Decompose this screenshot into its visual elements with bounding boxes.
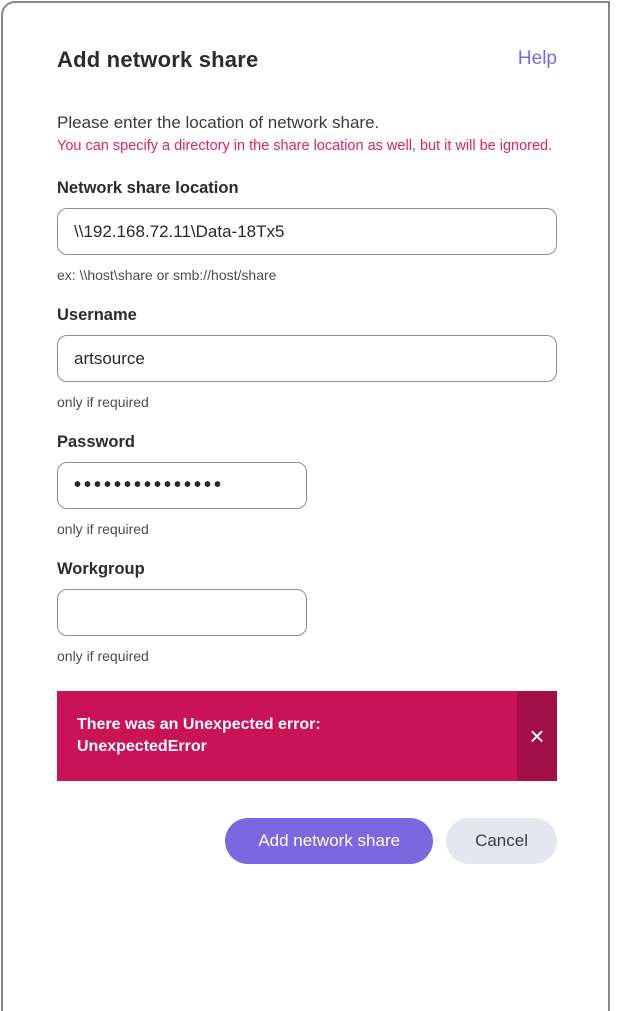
workgroup-input[interactable] (57, 589, 307, 636)
network-share-location-input[interactable] (57, 208, 557, 255)
help-link[interactable]: Help (517, 48, 557, 69)
title-row (57, 47, 557, 73)
error-message-line2: UnexpectedError (77, 738, 207, 755)
password-input[interactable] (57, 462, 307, 509)
dismiss-error-button[interactable] (517, 691, 557, 781)
error-banner (57, 691, 557, 781)
password-label: Password (57, 433, 135, 451)
network-share-location-label: Network share location (57, 179, 239, 197)
close-icon: × (529, 720, 545, 751)
add-network-share-button[interactable]: Add network share (225, 818, 433, 864)
dialog-content (3, 3, 608, 864)
username-input[interactable] (57, 335, 557, 382)
network-share-location-hint: ex: \\host\share or smb://host/share (57, 267, 277, 283)
error-message-line1: There was an Unexpected error: (77, 716, 321, 734)
intro-text: Please enter the location of network share. (57, 113, 380, 132)
password-hint: only if required (57, 521, 149, 537)
username-hint: only if required (57, 394, 149, 410)
dialog-title: Add network share (57, 47, 259, 72)
workgroup-label: Workgroup (57, 560, 145, 578)
cancel-button[interactable]: Cancel (446, 818, 557, 864)
add-network-share-dialog (1, 1, 610, 1011)
error-message (57, 691, 517, 781)
workgroup-hint: only if required (57, 648, 149, 664)
action-buttons-row (57, 818, 557, 864)
username-label: Username (57, 306, 137, 324)
warning-text: You can specify a directory in the share location as well, but it will be ignored. (57, 138, 553, 154)
